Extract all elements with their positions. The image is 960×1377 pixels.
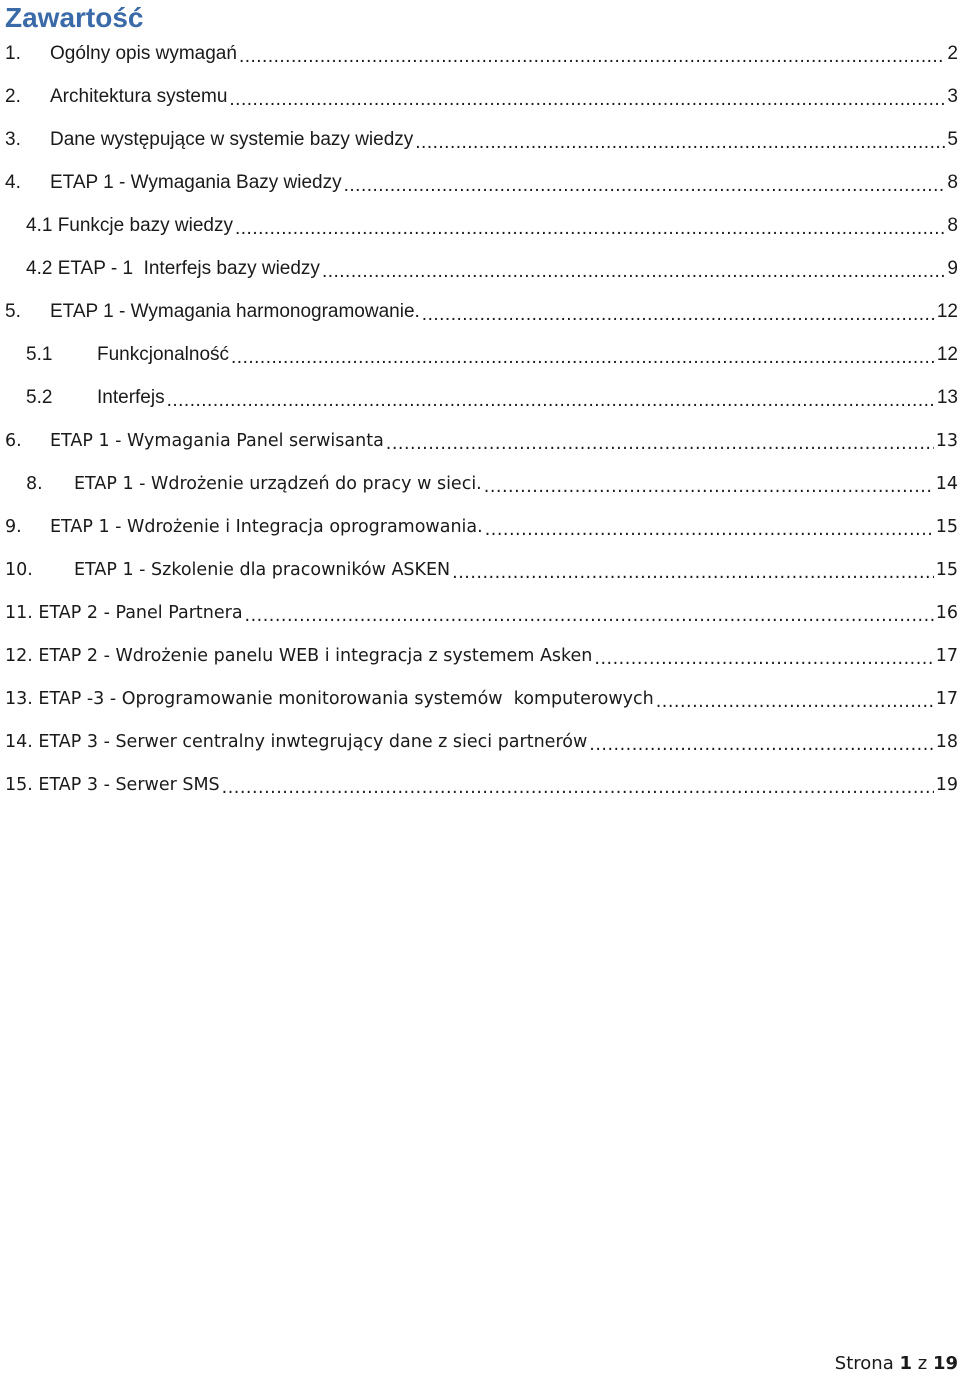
toc-entry-text: 13. ETAP -3 - Oprogramowanie monitorowania systemów komputerowych xyxy=(5,688,654,709)
toc-entry-text: ETAP 1 - Wymagania harmonogramowanie. xyxy=(50,300,420,322)
toc-entry[interactable] xyxy=(0,333,960,376)
toc-entry-text: ETAP 1 - Wymagania Panel serwisanta xyxy=(50,430,384,451)
toc-entry-number: 2. xyxy=(5,85,21,107)
toc-entry-number: 8. xyxy=(26,473,43,494)
toc-entry-page: 8 xyxy=(947,214,958,236)
toc-entry-page: 5 xyxy=(947,128,958,150)
toc-leader-dots xyxy=(235,218,945,240)
toc-entry[interactable] xyxy=(0,204,960,247)
toc-leader-dots xyxy=(386,434,934,454)
toc-leader-dots xyxy=(239,46,945,68)
toc-entry-text: ETAP 1 - Wdrożenie urządzeń do pracy w sieci. xyxy=(74,473,482,494)
toc-entry-page: 15 xyxy=(935,516,958,537)
toc-entry[interactable] xyxy=(0,548,960,591)
toc-entry-page: 15 xyxy=(935,559,958,580)
toc-entry[interactable] xyxy=(0,677,960,720)
toc-entry-page: 16 xyxy=(935,602,958,623)
toc-entry[interactable] xyxy=(0,763,960,806)
footer-current-page: 1 xyxy=(899,1353,913,1374)
footer-prefix: Strona xyxy=(834,1353,894,1374)
toc-entry-page: 17 xyxy=(935,645,958,666)
toc-entry[interactable] xyxy=(0,462,960,505)
toc-entry-text: Dane występujące w systemie bazy wiedzy xyxy=(50,128,414,150)
toc-entry[interactable] xyxy=(0,247,960,290)
toc-entry-number: 4. xyxy=(5,171,21,193)
toc-entry-text: ETAP 1 - Wymagania Bazy wiedzy xyxy=(50,171,342,193)
toc-leader-dots xyxy=(594,649,933,669)
toc-entry-number: 9. xyxy=(5,516,22,537)
toc-leader-dots xyxy=(245,606,934,626)
toc-entry[interactable] xyxy=(0,161,960,204)
toc-entry-page: 18 xyxy=(935,731,958,752)
toc-entry-number: 5. xyxy=(5,300,21,322)
toc-entry-page: 2 xyxy=(947,42,958,64)
page-number-footer xyxy=(835,1352,958,1376)
toc-entry-number: 3. xyxy=(5,128,21,150)
toc-entry-page: 13 xyxy=(936,386,958,408)
toc-entry[interactable] xyxy=(0,505,960,548)
toc-entry-number: 10. xyxy=(5,559,33,580)
footer-total-pages: 19 xyxy=(932,1353,958,1374)
toc-leader-dots xyxy=(485,520,934,540)
toc-leader-dots xyxy=(231,347,935,369)
toc-entry[interactable] xyxy=(0,290,960,333)
toc-entry-number: 6. xyxy=(5,430,22,451)
toc-entry-text: Interfejs xyxy=(97,386,165,408)
toc-entry-page: 3 xyxy=(947,85,958,107)
toc-entry[interactable] xyxy=(0,118,960,161)
toc-leader-dots xyxy=(322,261,945,283)
toc-entry-text: ETAP 1 - Wdrożenie i Integracja oprogramowania. xyxy=(50,516,483,537)
toc-entry-text: 4.2 ETAP - 1 Interfejs bazy wiedzy xyxy=(26,257,320,279)
toc-entry-text: 14. ETAP 3 - Serwer centralny inwtegrujący dane z sieci partnerów xyxy=(5,731,588,752)
toc-entry-text: ETAP 1 - Szkolenie dla pracowników ASKEN xyxy=(74,559,451,580)
toc-entry-text: Ogólny opis wymagań xyxy=(50,42,237,64)
toc-entry-page: 13 xyxy=(935,430,958,451)
footer-separator: z xyxy=(917,1353,928,1374)
toc-entry-page: 14 xyxy=(935,473,958,494)
toc-leader-dots xyxy=(656,692,934,712)
toc-leader-dots xyxy=(415,132,945,154)
toc-entry[interactable] xyxy=(0,376,960,419)
toc-entry-page: 19 xyxy=(935,774,958,795)
toc-entry-page: 8 xyxy=(947,171,958,193)
toc-entry-text: 12. ETAP 2 - Wdrożenie panelu WEB i integracja z systemem Asken xyxy=(5,645,593,666)
toc-leader-dots xyxy=(484,477,934,497)
toc-entry-page: 17 xyxy=(935,688,958,709)
toc-entry-page: 12 xyxy=(936,300,958,322)
toc-title: Zawartość xyxy=(5,2,144,33)
toc-entry[interactable] xyxy=(0,32,960,75)
toc-entry-page: 9 xyxy=(947,257,958,279)
toc-entry-number: 1. xyxy=(5,42,21,64)
table-of-contents xyxy=(0,32,960,806)
toc-entry-text: Funkcjonalność xyxy=(97,343,230,365)
toc-leader-dots xyxy=(222,778,934,798)
toc-entry[interactable] xyxy=(0,720,960,763)
toc-entry[interactable] xyxy=(0,419,960,462)
toc-entry[interactable] xyxy=(0,634,960,677)
toc-entry-text: 15. ETAP 3 - Serwer SMS xyxy=(5,774,220,795)
toc-entry-text: 11. ETAP 2 - Panel Partnera xyxy=(5,602,243,623)
toc-leader-dots xyxy=(589,735,933,755)
toc-leader-dots xyxy=(344,175,946,197)
toc-leader-dots xyxy=(167,390,935,412)
toc-entry[interactable] xyxy=(0,75,960,118)
toc-entry-number: 5.2 xyxy=(26,386,53,408)
toc-entry-page: 12 xyxy=(936,343,958,365)
toc-leader-dots xyxy=(452,563,934,583)
toc-entry-number: 5.1 xyxy=(26,343,53,365)
toc-entry[interactable] xyxy=(0,591,960,634)
toc-entry-text: 4.1 Funkcje bazy wiedzy xyxy=(26,214,233,236)
toc-entry-text: Architektura systemu xyxy=(50,85,228,107)
toc-leader-dots xyxy=(229,89,945,111)
toc-leader-dots xyxy=(422,304,935,326)
